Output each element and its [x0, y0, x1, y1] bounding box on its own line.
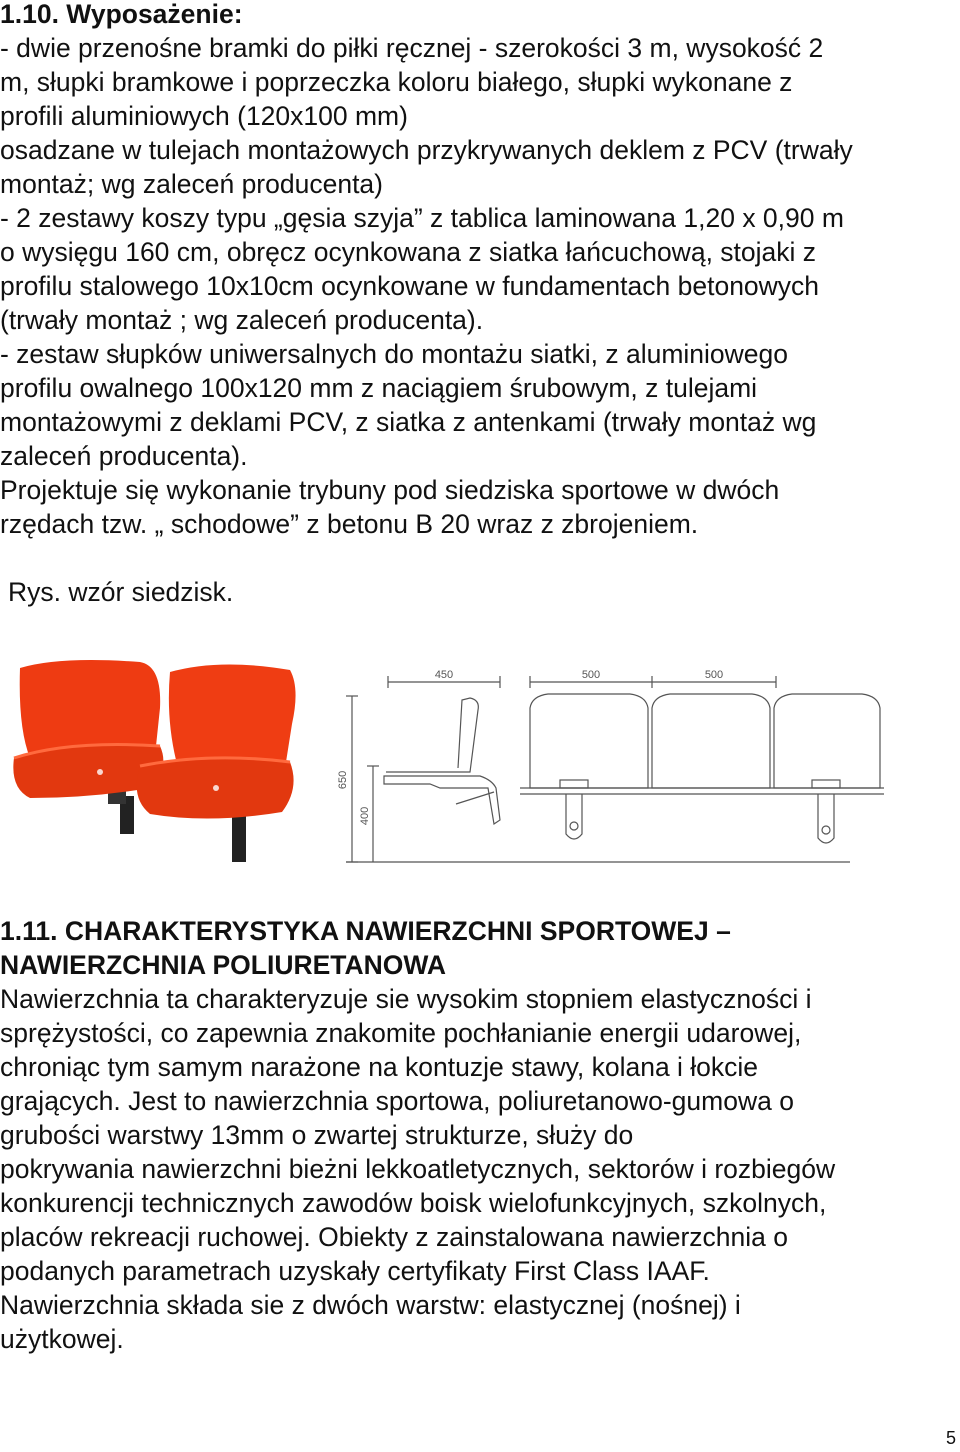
body-line: montaż; wg zaleceń producenta)	[0, 169, 383, 199]
body-line: osadzane w tulejach montażowych przykrywanych deklem z PCV (trwały	[0, 135, 853, 165]
body-line: pokrywania nawierzchni bieżni lekkoatletycznych, sektorów i rozbiegów	[0, 1154, 836, 1184]
body-line: m, słupki bramkowe i poprzeczka koloru białego, słupki wykonane z	[0, 67, 793, 97]
body-line: - dwie przenośne bramki do piłki ręcznej - szerokości 3 m, wysokość 2	[0, 33, 824, 63]
body-line: konkurencji technicznych zawodów boisk wielofunkcyjnych, szkolnych,	[0, 1188, 827, 1218]
body-line: grubości warstwy 13mm o zwartej strukturze, służy do	[0, 1120, 634, 1150]
body-line: rzędach tzw. „ schodowe” z betonu B 20 wraz z zbrojeniem.	[0, 509, 699, 539]
section-heading-1-11: NAWIERZCHNIA POLIURETANOWA	[0, 950, 447, 980]
dimension-label: 450	[434, 669, 454, 681]
body-line: Nawierzchnia ta charakteryzuje sie wysokim stopniem elastyczności i	[0, 984, 812, 1014]
seat-back	[20, 660, 160, 758]
seat-technical-drawing	[346, 676, 884, 862]
body-line: o wysięgu 160 cm, obręcz ocynkowana z siatka łańcuchową, stojaki z	[0, 237, 817, 267]
dimension-label: 500	[581, 669, 601, 681]
dimension-label: 650	[337, 770, 349, 790]
body-line: zaleceń producenta).	[0, 441, 248, 471]
body-line: - 2 zestawy koszy typu „gęsia szyja” z tablica laminowana 1,20 x 0,90 m	[0, 203, 844, 233]
body-line: placów rekreacji ruchowej. Obiekty z zainstalowana nawierzchnia o	[0, 1222, 789, 1252]
seat-back	[169, 664, 296, 762]
body-line: użytkowej.	[0, 1324, 124, 1354]
body-line: sprężystości, co zapewnia znakomite pochłanianie energii udarowej,	[0, 1018, 802, 1048]
dimension-label: 500	[704, 669, 724, 681]
body-line: profili aluminiowych (120x100 mm)	[0, 101, 408, 131]
body-line: - zestaw słupków uniwersalnych do montażu siatki, z aluminiowego	[0, 339, 788, 369]
body-line: (trwały montaż ; wg zaleceń producenta).	[0, 305, 484, 335]
dimension-label: 400	[359, 806, 371, 826]
section-heading-1-10: 1.10. Wyposażenie:	[0, 0, 243, 29]
body-line: grających. Jest to nawierzchnia sportowa, poliuretanowo-gumowa o	[0, 1086, 794, 1116]
body-line: profilu stalowego 10x10cm ocynkowane w fundamentach betonowych	[0, 271, 820, 301]
body-line: profilu owalnego 100x120 mm z naciągiem śrubowym, z tulejami	[0, 373, 758, 403]
body-line: montażowymi z deklami PCV, z siatka z antenkami (trwały montaż wg	[0, 407, 817, 437]
seats-illustration	[0, 648, 960, 878]
figure-caption: Rys. wzór siedzisk.	[8, 577, 234, 607]
body-line: podanych parametrach uzyskały certyfikaty First Class IAAF.	[0, 1256, 710, 1286]
body-line: Projektuje się wykonanie trybuny pod siedziska sportowe w dwóch	[0, 475, 780, 505]
page-number: 5	[945, 1428, 956, 1448]
body-line: Nawierzchnia składa sie z dwóch warstw: elastycznej (nośnej) i	[0, 1290, 741, 1320]
seat-photo	[13, 660, 295, 862]
seats-figure	[0, 648, 960, 878]
section-heading-1-11: 1.11. CHARAKTERYSTYKA NAWIERZCHNI SPORTOWEJ –	[0, 916, 731, 946]
body-line: chroniąc tym samym narażone na kontuzje stawy, kolana i łokcie	[0, 1052, 759, 1082]
